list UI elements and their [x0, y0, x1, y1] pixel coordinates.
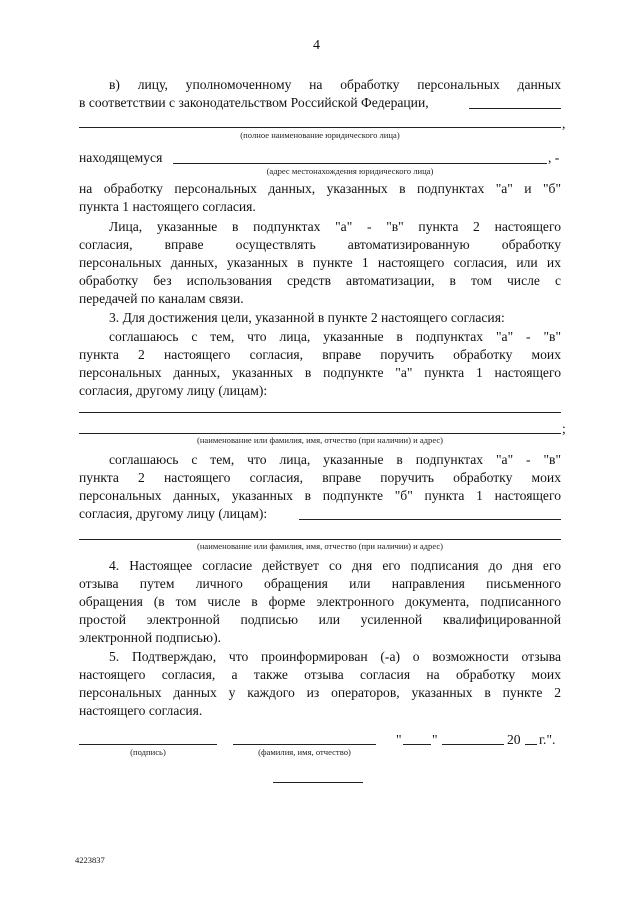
- point3-a-l3: персональных данных, указанных в подпункте "а" пункта 1 настоящего: [79, 365, 561, 380]
- point5-l2: настоящего согласия, а также отзыва согласия на обработку моих: [79, 667, 561, 682]
- point4-l3: обращения (в том числе в форме электронного документа, подписанного: [79, 594, 561, 609]
- date-year-line: [525, 744, 537, 745]
- document-code: 4223837: [75, 855, 105, 865]
- point4-l5: электронной подписью).: [79, 630, 222, 645]
- date-day-line: [403, 744, 431, 745]
- blank-a-2: [79, 433, 561, 434]
- point3-b-l1: соглашаюсь с тем, что лица, указанные в подпунктах "а" - "в": [109, 452, 561, 467]
- point5-l1: 5. Подтверждаю, что проинформирован (-а) о возможности отзыва: [109, 649, 561, 664]
- persons-l3: персональных данных, указанных в пункте 1 настоящего согласия, или их: [79, 255, 561, 270]
- point3-heading: 3. Для достижения цели, указанной в пункте 2 настоящего согласия:: [109, 310, 505, 325]
- date-month-line: [442, 744, 504, 745]
- located-label: находящемуся: [79, 150, 163, 165]
- point3-a-l1: соглашаюсь с тем, что лица, указанные в подпунктах "а" - "в": [109, 329, 561, 344]
- blank-legal-name-a: [469, 108, 561, 109]
- date-end: г.".: [539, 732, 556, 747]
- blank-b-2: [79, 539, 561, 540]
- point3-b-l4: согласия, другому лицу (лицам):: [79, 506, 268, 521]
- blank-a-1: [79, 412, 561, 413]
- item-v-line2: в соответствии с законодательством Российской Федерации,: [79, 95, 429, 110]
- persons-l4: обработку без использования средств автоматизации, в том числе с: [79, 273, 561, 288]
- closing-line: [273, 782, 363, 783]
- blank-address: [173, 163, 547, 164]
- caption-signature: (подпись): [130, 747, 166, 757]
- persons-l5: передачей по каналам связи.: [79, 291, 244, 306]
- item-v-line1: в) лицу, уполномоченному на обработку персональных данных: [109, 77, 561, 92]
- date-year: 20: [507, 732, 521, 747]
- point4-l2: отзыва путем личного обращения или направления письменного: [79, 576, 561, 591]
- caption-a: (наименование или фамилия, имя, отчество (при наличии) и адрес): [196, 435, 444, 445]
- page-number: 4: [313, 38, 320, 53]
- point3-a-l4: согласия, другому лицу (лицам):: [79, 383, 268, 398]
- date-quote-close: ": [432, 732, 438, 747]
- fio-line: [233, 744, 376, 745]
- date-quote-open: ": [396, 732, 402, 747]
- located-end: , -: [548, 150, 560, 165]
- caption-b: (наименование или фамилия, имя, отчество (при наличии) и адрес): [196, 541, 444, 551]
- point4-l1: 4. Настоящее согласие действует со дня его подписания до дня его: [109, 558, 561, 573]
- blank-legal-name-b: [79, 127, 561, 128]
- item-v-line4: пункта 1 настоящего согласия.: [79, 199, 256, 214]
- signature-line: [79, 744, 217, 745]
- persons-l1: Лица, указанные в подпунктах "а" - "в" пункта 2 настоящего: [109, 219, 561, 234]
- blank-b-1: [299, 519, 561, 520]
- item-v-line3: на обработку персональных данных, указанных в подпунктах "а" и "б": [79, 181, 561, 196]
- persons-l2: согласия, вправе осуществлять автоматизированную обработку: [79, 237, 561, 252]
- point3-b-l3: персональных данных, указанных в подпункте "б" пункта 1 настоящего: [79, 488, 561, 503]
- caption-fio: (фамилия, имя, отчество): [258, 747, 351, 757]
- point3-a-end: ;: [562, 421, 566, 436]
- point5-l3: персональных данных у каждого из операторов, указанных в пункте 2: [79, 685, 561, 700]
- point3-b-l2: пункта 2 настоящего согласия, вправе поручить обработку моих: [79, 470, 561, 485]
- caption-address: (адрес местонахождения юридического лица): [266, 166, 434, 176]
- point4-l4: простой электронной подписью или усиленной квалифицированной: [79, 612, 561, 627]
- point3-a-l2: пункта 2 настоящего согласия, вправе поручить обработку моих: [79, 347, 561, 362]
- comma-after-name: ,: [562, 116, 566, 131]
- point5-l4: настоящего согласия.: [79, 703, 203, 718]
- caption-legal-name: (полное наименование юридического лица): [240, 130, 400, 140]
